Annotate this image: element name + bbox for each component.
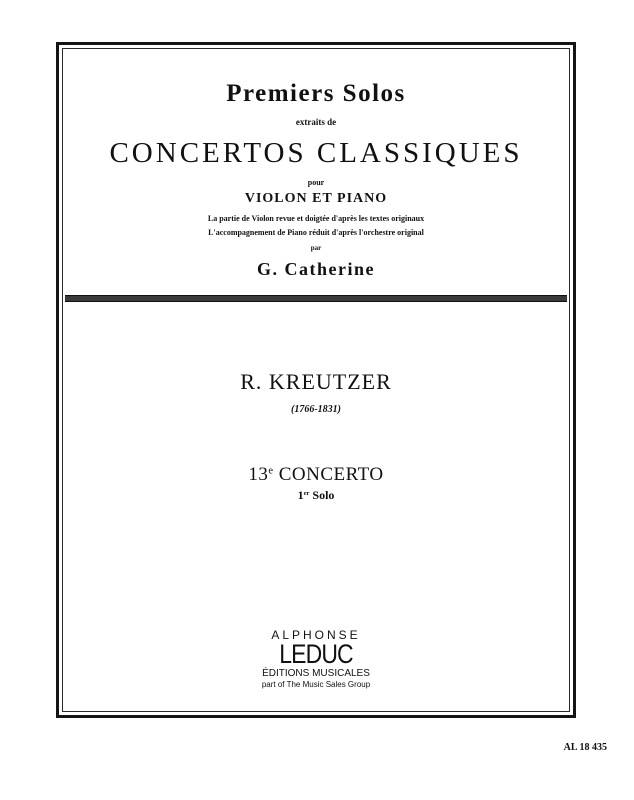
violin-note: La partie de Violon revue et doigtée d'après les textes originaux	[207, 214, 425, 223]
concerto-suffix: e	[268, 465, 274, 477]
pour-label: pour	[307, 178, 325, 187]
solo-title	[59, 489, 573, 501]
instrumentation: VIOLON ET PIANO	[244, 191, 388, 206]
publisher-logo-leduc: LEDUC	[279, 639, 353, 669]
publisher-editions: ÉDITIONS MUSICALES	[262, 668, 370, 679]
extraits-de: extraits de	[295, 117, 337, 127]
publisher-group: part of The Music Sales Group	[261, 680, 371, 689]
editor-name: G. Catherine	[257, 259, 375, 279]
title-page-frame	[56, 42, 576, 718]
piano-note: L'accompagnement de Piano réduit d'après l'orchestre original	[208, 228, 424, 237]
section-divider	[65, 295, 567, 302]
catalog-number: AL 18 435	[563, 742, 607, 753]
publisher-logo-alphonse: ALPHONSE	[271, 628, 361, 642]
composer-name: R. KREUTZER	[240, 369, 392, 394]
series-title: Premiers Solos	[226, 80, 406, 107]
composer-dates: (1766-1831)	[291, 404, 341, 415]
collection-title: CONCERTOS CLASSIQUES	[109, 137, 523, 169]
solo-label: Solo	[312, 488, 335, 502]
concerto-number: 13	[248, 464, 269, 485]
solo-suffix: er	[303, 490, 310, 498]
par-label: par	[310, 244, 322, 252]
concerto-label: CONCERTO	[278, 464, 384, 485]
concerto-title	[59, 465, 573, 484]
solo-number: 1	[297, 488, 304, 502]
